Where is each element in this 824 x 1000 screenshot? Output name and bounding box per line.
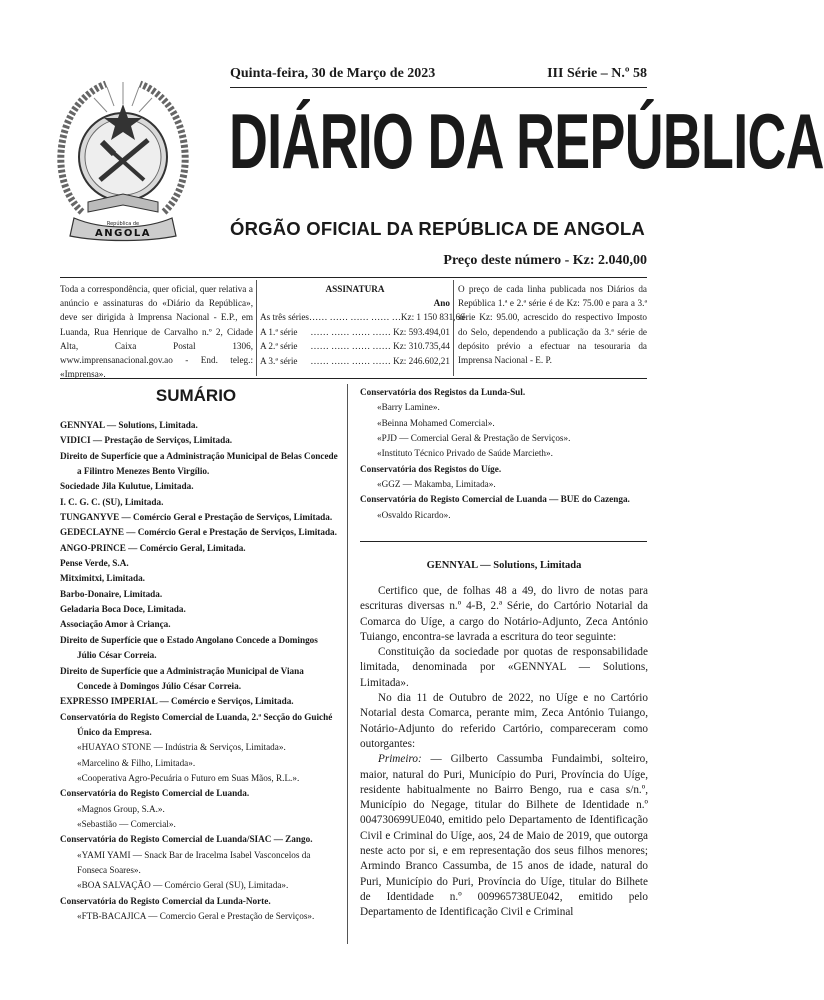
summary-entry: EXPRESSO IMPERIAL — Comércio e Serviços, Limitada.	[60, 696, 294, 707]
subscription-value: …… …… …… …… Kz: 593.494,01	[310, 326, 450, 337]
subscription-value: …… …… …… …… Kz: 310.735,44	[310, 341, 450, 352]
article-paragraph: Certifico que, de folhas 48 a 49, do livro de notas para escrituras diversas n.º 4-B, 2.ª Série, do Cartório Notarial da Comarca do Uíge, a cargo do Notário-Adjunto, Zeca António Tuiango, encontra-se lavrada a escritura do teor seguinte:	[360, 585, 648, 643]
divider	[230, 87, 647, 88]
divider	[453, 280, 454, 376]
summary-subentry: «Cooperativa Agro-Pecuária o Futuro em Suas Mãos, R.L.».	[77, 772, 300, 783]
summary-entry: Direito de Superfície que a Administração Municipal de Belas Concede a Filintro Menezes Bento Virgílio.	[60, 450, 338, 477]
summary-subentry: «GGZ — Makamba, Limitada».	[377, 479, 496, 490]
subscription-value: …… …… …… …… …Kz: 1 150 831,66	[309, 312, 465, 322]
summary-left-column	[60, 418, 338, 924]
price-note: O preço de cada linha publicada nos Diários da República 1.ª e 2.ª série é de Kz: 75.00 e para a 3.ª série Kz: 95.00, acrescido do respectivo Imposto do Selo, dependendo a publicação da 3.ª série de depósito prévio a efectuar na tesouraria da Imprensa Nacional - E. P.	[458, 284, 647, 366]
subscription-year-header: Ano	[433, 298, 450, 308]
summary-subentry: «Beinna Mohamed Comercial».	[377, 417, 495, 428]
summary-entry: Pense Verde, S.A.	[60, 558, 129, 569]
summary-subentry: «PJD — Comercial Geral & Prestação de Serviços».	[377, 433, 571, 444]
article-paragraph-lead: Primeiro:	[378, 753, 422, 766]
summary-subentry: «Marcelino & Filho, Limitada».	[77, 757, 196, 768]
summary-subentry: «YAMI YAMI — Snack Bar de Iracelma Isabel Vasconcelos da Fonseca Soares».	[77, 849, 311, 875]
subscription-label: As três séries	[260, 312, 309, 322]
issue-price: Preço deste número - Kz: 2.040,00	[443, 253, 647, 268]
summary-entry: Conservatória do Registo Comercial da Lunda-Norte.	[60, 895, 271, 906]
summary-entry: Conservatória do Registo Comercial de Luanda/SIAC — Zango.	[60, 834, 313, 845]
subscription-box	[260, 282, 465, 368]
summary-subentry: «Instituto Técnico Privado de Saúde Marcieth».	[377, 448, 553, 459]
summary-entry: Conservatória do Registo Comercial de Luanda — BUE do Cazenga.	[360, 494, 630, 505]
subscription-label: A 2.ª série	[260, 341, 298, 352]
summary-entry: Associação Amor à Criança.	[60, 619, 171, 630]
divider	[360, 541, 647, 542]
divider	[256, 280, 257, 376]
summary-entry: Sociedade Jila Kulutue, Limitada.	[60, 481, 194, 492]
subscription-label: A 1.ª série	[260, 326, 298, 337]
issue-date: Quinta-feira, 30 de Março de 2023	[230, 66, 436, 81]
summary-entry: Geladaria Boca Doce, Limitada.	[60, 604, 186, 615]
masthead-subtitle: ÓRGÃO OFICIAL DA REPÚBLICA DE ANGOLA	[230, 218, 645, 239]
summary-entry: I. C. G. C. (SU), Limitada.	[60, 496, 164, 507]
article-paragraph: Constituição da sociedade por quotas de responsabilidade limitada, denominada por «GENNYAL — Solutions, Limitada».	[360, 646, 648, 689]
summary-subentry: «Osvaldo Ricardo».	[377, 509, 451, 520]
summary-subentry: «Barry Lamine».	[377, 402, 440, 413]
summary-entry: Direito de Superfície que a Administração Municipal de Viana Concede à Domingos Júlio César Correia.	[60, 665, 304, 691]
summary-subentry: «BOA SALVAÇÃO — Comércio Geral (SU), Limitada».	[77, 880, 289, 891]
summary-entry: ANGO-PRINCE — Comércio Geral, Limitada.	[60, 542, 246, 553]
summary-entry: VIDICI — Prestação de Serviços, Limitada.	[60, 435, 233, 446]
summary-entry: Conservatória dos Registos da Lunda-Sul.	[360, 387, 526, 397]
article-paragraph: No dia 11 de Outubro de 2022, no Uíge e no Cartório Notarial desta Comarca, perante mim, Zeca António Tuiango, Notário-Adjunto do referido Cartório, compareceram como outorgantes:	[360, 692, 648, 750]
summary-entry: Direito de Superfície que o Estado Angolano Concede a Domingos Júlio César Correia.	[60, 634, 318, 661]
summary-entry: GENNYAL — Solutions, Limitada.	[60, 420, 198, 430]
divider	[60, 378, 647, 379]
summary-entry: Conservatória dos Registos do Uíge.	[360, 463, 502, 474]
article-title: GENNYAL — Solutions, Limitada	[426, 560, 582, 571]
subscription-label: A 3.ª série	[260, 355, 298, 366]
subscription-title: ASSINATURA	[325, 284, 385, 294]
summary-entry: Barbo-Donaire, Limitada.	[60, 588, 163, 599]
summary-title: SUMÁRIO	[155, 386, 237, 405]
article-body	[360, 584, 648, 921]
summary-entry: GEDECLAYNE — Comércio Geral e Prestação de Serviços, Limitada.	[60, 527, 337, 538]
masthead-title: DIÁRIO DA REPÚBLICA	[229, 97, 824, 185]
article-paragraph	[360, 752, 648, 920]
subscription-row	[260, 339, 450, 354]
divider	[60, 277, 647, 278]
angola-emblem	[52, 62, 194, 240]
summary-entry: Mitximitxi, Limitada.	[60, 573, 145, 584]
summary-subentry: «HUAYAO STONE — Indústria & Serviços, Limitada».	[77, 742, 286, 753]
correspondence-notice: Toda a correspondência, quer oficial, quer relativa a anúncio e assinaturas do «Diário da República», deve ser dirigida à Imprensa Nacional - E.P., em Luanda, Rua Henrique de Carvalho n.º 2, Cidade Alta, Caixa Postal 1306, www.imprensanacional.gov.ao - End. teleg.: «Imprensa».	[60, 284, 253, 380]
emblem-banner-small: República de	[106, 221, 140, 227]
issue-series-number: III Série – N.º 58	[547, 66, 647, 81]
column-divider	[347, 384, 348, 944]
summary-subentry: «Sebastião — Comercial».	[77, 818, 176, 829]
summary-right-column	[360, 385, 648, 523]
summary-entry: Conservatória do Registo Comercial de Luanda, 2.ª Secção do Guiché Único da Empresa.	[60, 711, 333, 737]
emblem-banner-text: ANGOLA	[95, 228, 151, 239]
subscription-value: …… …… …… …… Kz: 246.602,21	[310, 355, 450, 366]
subscription-row	[260, 325, 450, 340]
article-paragraph-text: — Gilberto Cassumba Fundaimbi, solteiro, maior, natural do Puri, Município do Puri, Província do Uíge, residente habitualmente no Bairro Bengo, rua e casa s/n.º, Município do Negage, titular do Bilhete de Identidade n.º 004730699UE040, emitido pelo Departamento de Identificação Civil e Criminal do Uíge, aos, 24 de Maio de 2019, que outorga neste acto por si, e em representação dos seus filhos menores; Armindo Branco Cassumba, de 15 anos de idade, natural do Puri, Município do Puri, Província do Uíge, titular do Bilhete de Identidade n.º 009965738UE042, emitido pelo Departamento de Identificação Civil e Criminal	[360, 753, 648, 919]
summary-subentry: «Magnos Group, S.A.».	[77, 803, 165, 814]
summary-entry: Conservatória do Registo Comercial de Luanda.	[60, 788, 250, 799]
summary-entry: TUNGANYVE — Comércio Geral e Prestação de Serviços, Limitada.	[60, 512, 333, 523]
subscription-row	[260, 310, 465, 325]
summary-subentry: «FTB-BACAJICA — Comercio Geral e Prestação de Serviços».	[77, 911, 315, 921]
subscription-row	[260, 354, 450, 369]
